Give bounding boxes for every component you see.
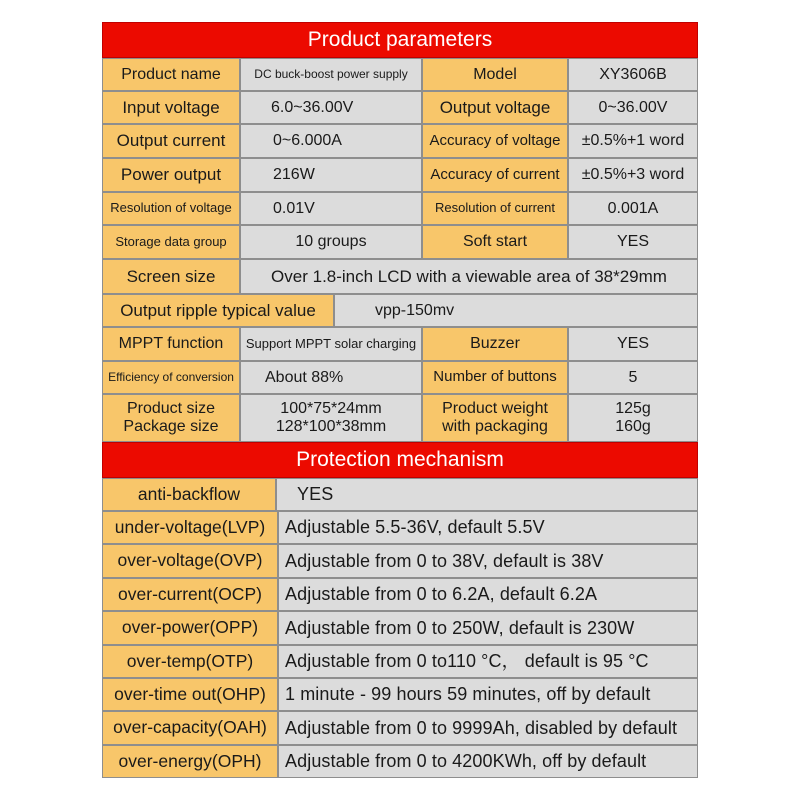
protection-row	[102, 678, 698, 711]
over-temp-value: Adjustable from 0 to110 °C， default is 95 °C	[278, 645, 698, 678]
protection-row	[102, 611, 698, 645]
output-voltage-label: Output voltage	[422, 91, 568, 124]
over-voltage-value: Adjustable from 0 to 38V, default is 38V	[278, 544, 698, 578]
output-voltage-value: 0~36.00V	[568, 91, 698, 124]
row-power	[102, 158, 698, 192]
storage-data-group-value: 10 groups	[240, 225, 422, 259]
over-time-out-value: 1 minute - 99 hours 59 minutes, off by default	[278, 678, 698, 711]
buzzer-value: YES	[568, 327, 698, 361]
size-labels	[102, 394, 240, 442]
under-voltage-label: under-voltage(LVP)	[102, 511, 278, 544]
under-voltage-value: Adjustable 5.5-36V, default 5.5V	[278, 511, 698, 544]
input-voltage-value: 6.0~36.00V	[240, 91, 422, 124]
protection-row	[102, 578, 698, 611]
output-ripple-label: Output ripple typical value	[102, 294, 334, 327]
protection-row	[102, 544, 698, 578]
product-name-value: DC buck-boost power supply	[240, 58, 422, 91]
number-of-buttons-value: 5	[568, 361, 698, 394]
over-temp-label: over-temp(OTP)	[102, 645, 278, 678]
package-size-value: 128*100*38mm	[275, 418, 387, 435]
mppt-function-value: Support MPPT solar charging	[240, 327, 422, 361]
accuracy-current-value: ±0.5%+3 word	[568, 158, 698, 192]
soft-start-value: YES	[568, 225, 698, 259]
row-product-name	[102, 58, 698, 91]
screen-size-label: Screen size	[102, 259, 240, 294]
output-ripple-value: vpp-150mv	[334, 294, 698, 327]
resolution-voltage-label: Resolution of voltage	[102, 192, 240, 225]
spec-sheet	[102, 22, 698, 778]
weight-labels	[422, 394, 568, 442]
mppt-function-label: MPPT function	[102, 327, 240, 361]
over-power-value: Adjustable from 0 to 250W, default is 230W	[278, 611, 698, 645]
resolution-current-label: Resolution of current	[422, 192, 568, 225]
model-value: XY3606B	[568, 58, 698, 91]
over-current-value: Adjustable from 0 to 6.2A, default 6.2A	[278, 578, 698, 611]
number-of-buttons-label: Number of buttons	[422, 361, 568, 394]
power-output-label: Power output	[102, 158, 240, 192]
product-parameters-header: Product parameters	[102, 22, 698, 58]
row-storage	[102, 225, 698, 259]
anti-backflow-value: YES	[276, 478, 698, 511]
row-current	[102, 124, 698, 158]
resolution-voltage-value: 0.01V	[240, 192, 422, 225]
product-weight-value: 125g	[615, 400, 651, 418]
product-parameters-header-row	[102, 22, 698, 58]
row-efficiency	[102, 361, 698, 394]
protection-header-row	[102, 442, 698, 478]
over-voltage-label: over-voltage(OVP)	[102, 544, 278, 578]
package-weight-value: 160g	[615, 418, 651, 435]
row-size-weight	[102, 394, 698, 442]
buzzer-label: Buzzer	[422, 327, 568, 361]
over-power-label: over-power(OPP)	[102, 611, 278, 645]
resolution-current-value: 0.001A	[568, 192, 698, 225]
over-energy-value: Adjustable from 0 to 4200KWh, off by default	[278, 745, 698, 778]
model-label: Model	[422, 58, 568, 91]
power-output-value: 216W	[240, 158, 422, 192]
screen-size-value: Over 1.8-inch LCD with a viewable area of 38*29mm	[240, 259, 698, 294]
input-voltage-label: Input voltage	[102, 91, 240, 124]
product-weight-label: Product weight	[442, 400, 548, 418]
over-capacity-label: over-capacity(OAH)	[102, 711, 278, 745]
product-size-value: 100*75*24mm	[280, 400, 382, 418]
efficiency-label: Efficiency of conversion	[102, 361, 240, 394]
protection-row	[102, 511, 698, 544]
row-voltage	[102, 91, 698, 124]
row-ripple	[102, 294, 698, 327]
accuracy-voltage-label: Accuracy of voltage	[422, 124, 568, 158]
row-screen-size	[102, 259, 698, 294]
row-mppt	[102, 327, 698, 361]
size-values	[240, 394, 422, 442]
over-energy-label: over-energy(OPH)	[102, 745, 278, 778]
weight-values	[568, 394, 698, 442]
protection-mechanism-header: Protection mechanism	[102, 442, 698, 478]
accuracy-voltage-value: ±0.5%+1 word	[568, 124, 698, 158]
storage-data-group-label: Storage data group	[102, 225, 240, 259]
package-size-label: Package size	[123, 418, 219, 435]
over-time-out-label: over-time out(OHP)	[102, 678, 278, 711]
anti-backflow-label: anti-backflow	[102, 478, 276, 511]
protection-row	[102, 745, 698, 778]
over-capacity-value: Adjustable from 0 to 9999Ah, disabled by default	[278, 711, 698, 745]
efficiency-value: About 88%	[240, 361, 422, 394]
product-size-label: Product size	[126, 400, 216, 418]
output-current-label: Output current	[102, 124, 240, 158]
product-name-label: Product name	[102, 58, 240, 91]
protection-row	[102, 645, 698, 678]
protection-row	[102, 711, 698, 745]
row-resolution	[102, 192, 698, 225]
accuracy-current-label: Accuracy of current	[422, 158, 568, 192]
soft-start-label: Soft start	[422, 225, 568, 259]
with-packaging-label: with packaging	[442, 418, 548, 435]
output-current-value: 0~6.000A	[240, 124, 422, 158]
protection-row	[102, 478, 698, 511]
over-current-label: over-current(OCP)	[102, 578, 278, 611]
